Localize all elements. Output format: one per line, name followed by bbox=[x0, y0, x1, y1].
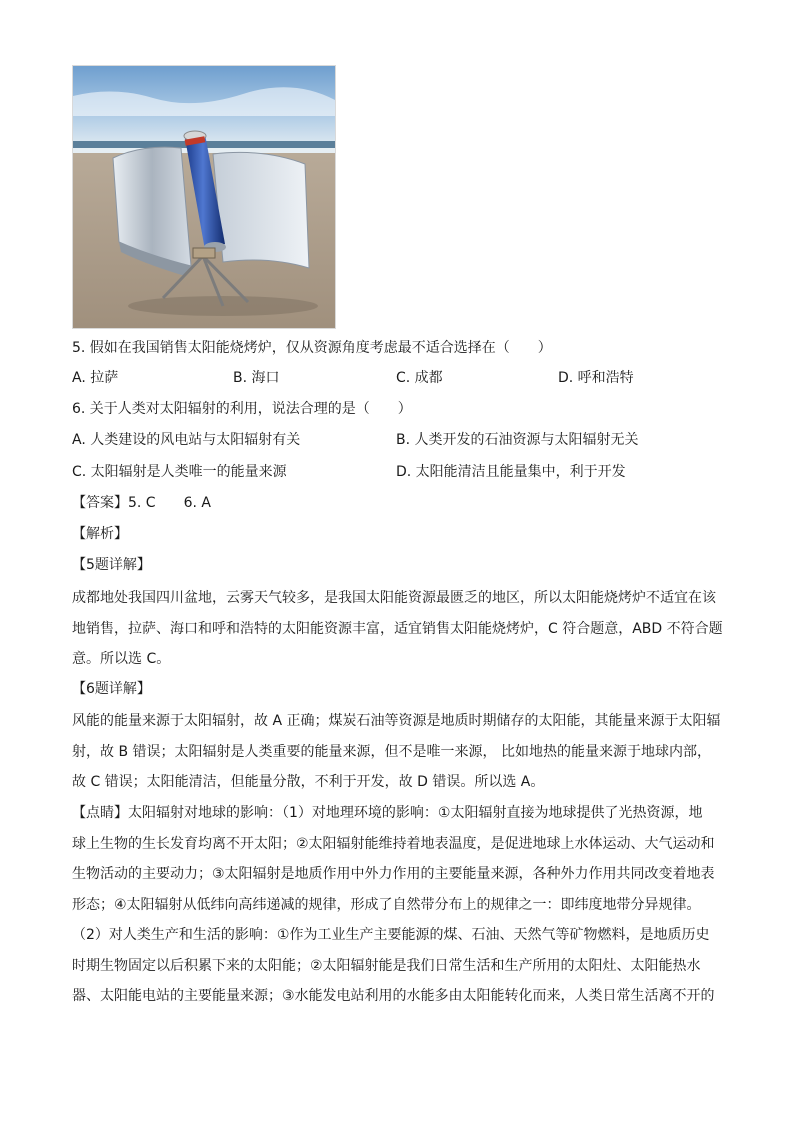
tip-line: （2）对人类生产和生活的影响：①作为工业生产主要能源的煤、石油、天然气等矿物燃料，是地质历史 bbox=[72, 927, 710, 943]
answer-line bbox=[72, 493, 211, 513]
detail-6-body bbox=[72, 706, 722, 798]
detail-6-label: 【6题详解】 bbox=[72, 681, 151, 697]
answer-label: 【答案】 bbox=[72, 495, 128, 511]
detail-5-label: 【5题详解】 bbox=[72, 557, 151, 573]
q5-option-a: A. 拉萨 bbox=[72, 370, 119, 386]
detail-6-line: 射，故 B 错误；太阳辐射是人类重要的能量来源，但不是唯一来源， 比如地热的能量来源于地球内部， bbox=[72, 743, 711, 760]
tip-line: 球上生物的生长发育均离不开太阳；②太阳辐射能维持着地表温度，是促进地球上水体运动、大气运动和 bbox=[72, 835, 715, 852]
tip-line: 【点睛】太阳辐射对地球的影响：（1）对地理环境的影响：①太阳辐射直接为地球提供了光热资源，地 bbox=[72, 805, 703, 821]
q5-option-d: D. 呼和浩特 bbox=[558, 370, 634, 386]
q6-option-b: B. 人类开发的石油资源与太阳辐射无关 bbox=[396, 432, 639, 448]
q6-option-c: C. 太阳辐射是人类唯一的能量来源 bbox=[72, 464, 287, 480]
detail-5-line: 地销售，拉萨、海口和呼和浩特的太阳能资源丰富，适宜销售太阳能烧烤炉，C 符合题意，ABD 不符合题 bbox=[72, 620, 723, 637]
tip-line: 形态；④太阳辐射从低纬向高纬递减的规律，形成了自然带分布上的规律之一：即纬度地带分异规律。 bbox=[72, 896, 701, 913]
detail-6-line: 故 C 错误；太阳能清洁，但能量分散，不利于开发，故 D 错误。所以选 A。 bbox=[72, 774, 545, 790]
question-5-stem: 5. 假如在我国销售太阳能烧烤炉，仅从资源角度考虑最不适合选择在（ ） bbox=[72, 340, 552, 356]
detail-6-line: 风能的能量来源于太阳辐射，故 A 正确；煤炭石油等资源是地质时期储存的太阳能，其能量来源于太阳辐 bbox=[72, 713, 721, 729]
q5-option-b: B. 海口 bbox=[233, 370, 280, 386]
answer-text: 5. C 6. A bbox=[128, 495, 211, 511]
question-6-stem: 6. 关于人类对太阳辐射的利用，说法合理的是（ ） bbox=[72, 401, 412, 417]
analysis-label: 【解析】 bbox=[72, 526, 128, 542]
tip-line: 器、太阳能电站的主要能量来源；③水能发电站利用的水能多由太阳能转化而来，人类日常生活离不开的 bbox=[72, 988, 715, 1004]
q5-option-c: C. 成都 bbox=[396, 370, 443, 386]
solar-cooker-photo bbox=[72, 65, 336, 329]
tip-line: 生物活动的主要动力；③太阳辐射是地质作用中外力作用的主要能量来源，各种外力作用共同改变着地表 bbox=[72, 866, 715, 882]
detail-5-body bbox=[72, 583, 722, 675]
detail-5-line: 成都地处我国四川盆地，云雾天气较多，是我国太阳能资源最匮乏的地区，所以太阳能烧烤炉不适宜在该 bbox=[72, 590, 716, 606]
detail-5-line: 意。所以选 C。 bbox=[72, 651, 171, 667]
q6-option-a: A. 人类建设的风电站与太阳辐射有关 bbox=[72, 432, 301, 448]
q6-option-d: D. 太阳能清洁且能量集中，利于开发 bbox=[396, 464, 626, 480]
tip-body bbox=[72, 798, 722, 1012]
tip-line: 时期生物固定以后积累下来的太阳能；②太阳辐射能是我们日常生活和生产所用的太阳灶、太阳能热水 bbox=[72, 957, 701, 974]
